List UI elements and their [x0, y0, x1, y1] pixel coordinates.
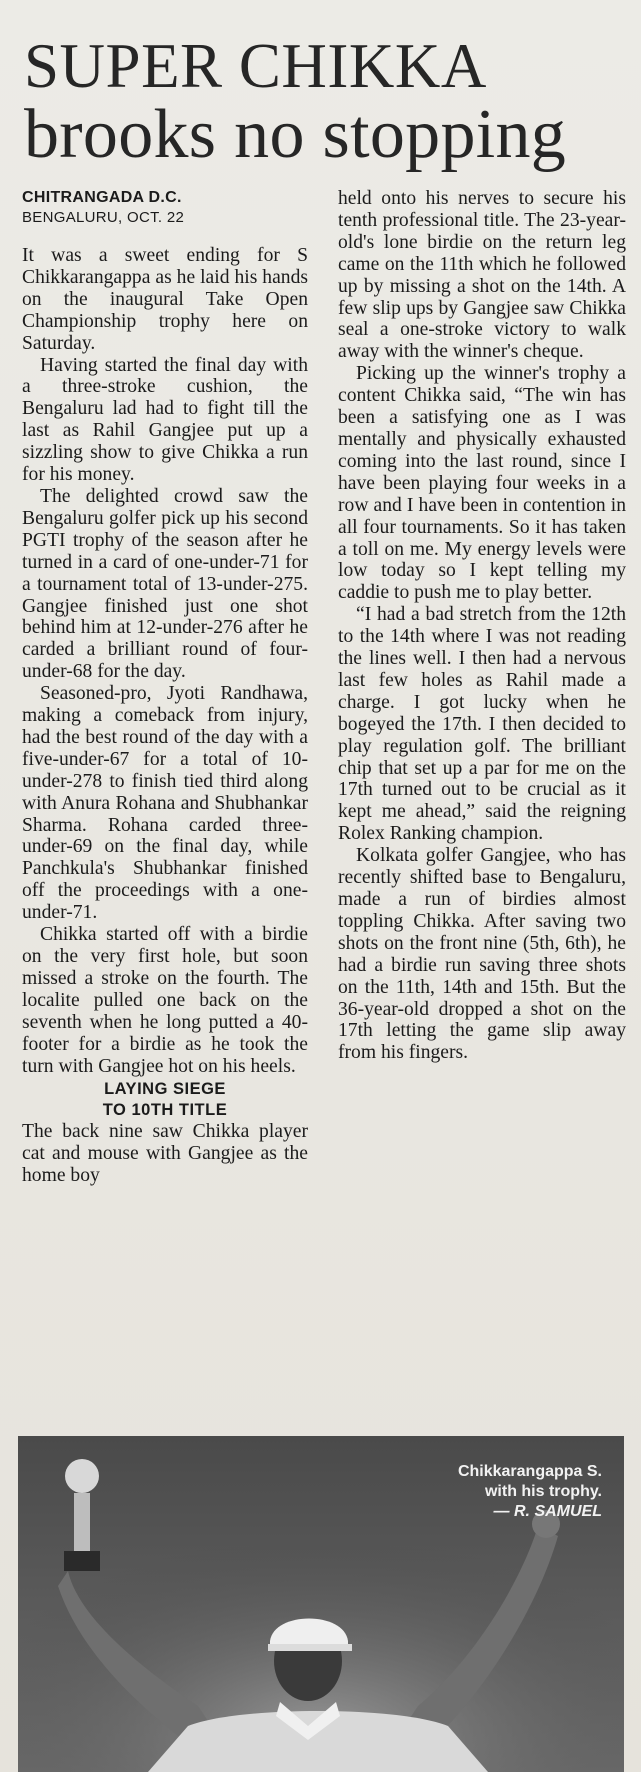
- photo-credit: — R. SAMUEL: [493, 1503, 602, 1520]
- headline-line-2: brooks no stopping: [24, 96, 567, 174]
- article-column-left: [22, 188, 308, 1187]
- article-paragraph: It was a sweet ending for S Chikkarangappa as he laid his hands on the inaugural Take Open Championship trophy here on Saturday.: [22, 245, 308, 354]
- article-paragraph: The back nine saw Chikka player cat and mouse with Gangjee as the home boy: [22, 1121, 308, 1187]
- article-paragraph: held onto his nerves to secure his tenth professional title. The 23-year-old's lone birdie on the return leg came on the 11th which he followed up by missing a shot on the 14th. A few slip ups by Gangjee saw Chikka seal a one-stroke victory to walk away with the winner's cheque.: [338, 188, 626, 363]
- article-paragraph: Having started the final day with a three-stroke cushion, the Bengaluru lad had to fight till the last as Rahil Gangjee put up a sizzling show to give Chikka a run for his money.: [22, 354, 308, 486]
- byline-dateline: BENGALURU, OCT. 22: [22, 209, 185, 226]
- caption-line-1: Chikkarangappa S.: [457, 1463, 602, 1480]
- photo-golfer-with-trophy: [18, 1436, 624, 1772]
- byline: [22, 188, 308, 228]
- article-paragraph: “I had a bad stretch from the 12th to the 14th where I was not reading the lines well. I then had a nervous last few holes as Rahil made a charge. I got lucky when he bogeyed the 17th. I then decided to play regulation golf. The brilliant chip that set up a par for me on the 17th turned out to be crucial as it kept me ahead,” said the reigning Rolex Ranking champion.: [338, 604, 626, 845]
- subhead-line-1: LAYING SIEGE: [104, 1080, 226, 1099]
- article-column-right: [338, 188, 626, 1064]
- article-paragraph: Seasoned-pro, Jyoti Randhawa, making a comeback from injury, had the best round of the day with a five-under-67 for a total of 10-under-278 to finish tied third along with Anura Rohana and Shubhankar Sharma. Rohana carded three-under-69 on the final day, while Panchkula's Shubhankar finished off the proceedings with a one-under-71.: [22, 683, 308, 924]
- article-paragraph: Kolkata golfer Gangjee, who has recently shifted base to Bengaluru, made a run of birdies almost toppling Chikka. After saving two shots on the front nine (5th, 6th), he had a birdie run saving three shots on the 11th, 14th and 15th. But the 36-year-old dropped a shot on the 17th letting the game slip away from his fingers.: [338, 845, 626, 1064]
- article-paragraph: The delighted crowd saw the Bengaluru golfer pick up his second PGTI trophy of the season after he turned in a card of one-under-71 for a tournament total of 13-under-275. Gangjee finished just one shot behind him at 12-under-276 after he carded a brilliant round of four-under-68 for the day.: [22, 485, 308, 683]
- article-paragraph: Picking up the winner's trophy a content Chikka said, “The win has been a satisfying one as I was mentally and physically exhausted coming into the last round, since I have been playing four weeks in a row and I have been in contention in all four tournaments. So it has taken a toll on me. My energy levels were low today so I kept telling my caddie to push me to play better.: [338, 363, 626, 604]
- subhead-line-2: TO 10TH TITLE: [102, 1101, 228, 1120]
- headline: [24, 31, 624, 174]
- byline-author: CHITRANGADA D.C.: [22, 189, 182, 206]
- caption-line-2: with his trophy.: [484, 1483, 602, 1500]
- article-paragraph: Chikka started off with a birdie on the very first hole, but soon missed a stroke on the fourth. The localite pulled one back on the seventh when he long putted a 40-footer for a birdie as he took the turn with Gangjee hot on his heels.: [22, 924, 308, 1077]
- headline-line-1: SUPER CHIKKA: [24, 31, 487, 102]
- photo-caption: [362, 1462, 602, 1522]
